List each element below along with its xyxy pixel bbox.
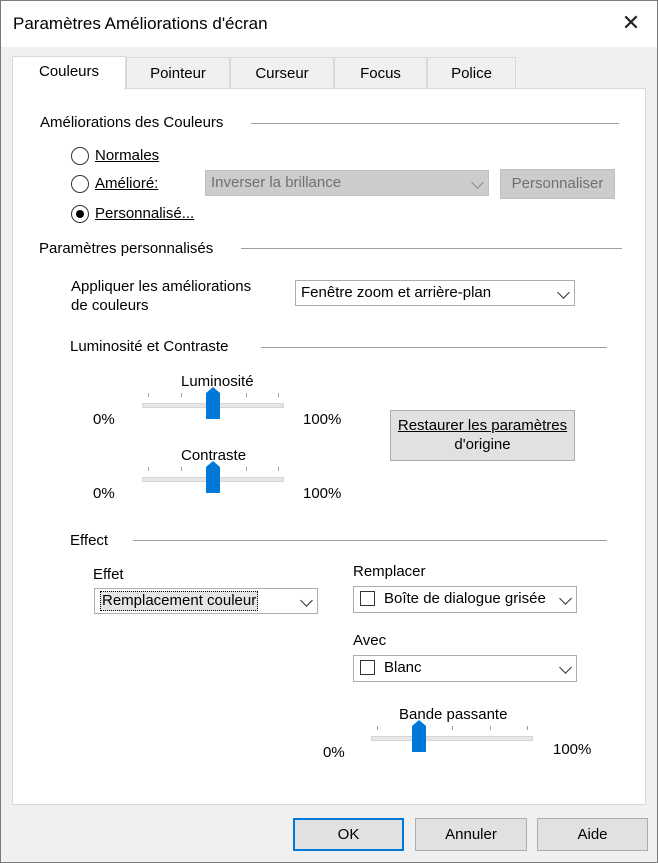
group-divider <box>261 347 607 348</box>
bandwidth-min-label: 0% <box>323 744 345 761</box>
with-color-swatch <box>360 660 375 675</box>
group-divider <box>241 248 622 249</box>
radio-normales-label[interactable]: Normales <box>95 147 160 164</box>
brightness-min-label: 0% <box>93 411 115 428</box>
slider-tick <box>490 726 491 730</box>
enhancement-mode-select[interactable]: Inverser la brillance <box>205 170 489 196</box>
tab-couleurs[interactable]: Couleurs <box>12 56 126 90</box>
radio-personnalise[interactable] <box>71 205 89 223</box>
contrast-slider[interactable] <box>142 467 284 507</box>
tab-panel-couleurs <box>12 88 646 805</box>
slider-thumb[interactable] <box>206 467 220 493</box>
slider-tick <box>181 467 182 471</box>
apply-enhancements-label-line1: Appliquer les améliorations <box>71 278 252 295</box>
title-bar <box>1 1 657 47</box>
customize-button[interactable]: Personnaliser <box>500 169 615 199</box>
custom-settings-group-label: Paramètres personnalisés <box>39 240 214 257</box>
slider-tick <box>278 393 279 397</box>
slider-tick <box>452 726 453 730</box>
group-divider <box>133 540 607 541</box>
chevron-down-icon <box>471 176 484 189</box>
radio-personnalise-label[interactable]: Personnalisé... <box>95 205 195 222</box>
slider-tick <box>246 393 247 397</box>
contrast-min-label: 0% <box>93 485 115 502</box>
tab-pointeur[interactable]: Pointeur <box>126 57 230 88</box>
replace-select[interactable]: Boîte de dialogue grisée <box>353 586 577 613</box>
chevron-down-icon <box>559 661 572 674</box>
radio-ameliore-label[interactable]: Amélioré: <box>95 175 159 192</box>
effect-group-label: Effect <box>70 532 109 549</box>
with-label: Avec <box>353 632 387 649</box>
bandwidth-max-label: 100% <box>553 741 592 758</box>
slider-tick <box>377 726 378 730</box>
slider-tick <box>246 467 247 471</box>
with-select[interactable]: Blanc <box>353 655 577 682</box>
slider-track[interactable] <box>371 736 533 741</box>
contrast-max-label: 100% <box>303 485 342 502</box>
close-icon[interactable]: ✕ <box>621 10 641 35</box>
tab-focus[interactable]: Focus <box>334 57 427 88</box>
brightness-slider[interactable] <box>142 393 284 433</box>
brightness-label: Luminosité <box>181 373 254 390</box>
slider-tick <box>278 467 279 471</box>
slider-tick <box>148 393 149 397</box>
effect-select[interactable]: Remplacement couleur <box>94 588 318 614</box>
slider-thumb[interactable] <box>206 393 220 419</box>
slider-tick <box>148 467 149 471</box>
group-divider <box>251 123 619 124</box>
contrast-label: Contraste <box>181 447 247 464</box>
chevron-down-icon <box>559 592 572 605</box>
brightness-contrast-group-label: Luminosité et Contraste <box>70 338 229 355</box>
slider-thumb[interactable] <box>412 726 426 752</box>
ok-button[interactable]: OK <box>293 818 404 851</box>
tab-curseur[interactable]: Curseur <box>230 57 334 88</box>
chevron-down-icon <box>557 286 570 299</box>
bandwidth-label: Bande passante <box>399 706 508 723</box>
radio-ameliore[interactable] <box>71 175 89 193</box>
chevron-down-icon <box>300 594 313 607</box>
effect-label: Effet <box>93 566 124 583</box>
cancel-button[interactable]: Annuler <box>415 818 527 851</box>
brightness-max-label: 100% <box>303 411 342 428</box>
slider-tick <box>181 393 182 397</box>
tab-police[interactable]: Police <box>427 57 516 88</box>
bandwidth-slider[interactable] <box>371 726 533 766</box>
replace-label: Remplacer <box>353 563 426 580</box>
restore-defaults-button[interactable]: Restaurer les paramètres d'origine <box>390 410 575 461</box>
replace-color-swatch <box>360 591 375 606</box>
apply-enhancements-label-line2: de couleurs <box>71 297 149 314</box>
window-title: Paramètres Améliorations d'écran <box>13 14 268 33</box>
radio-normales[interactable] <box>71 147 89 165</box>
apply-enhancements-select[interactable]: Fenêtre zoom et arrière-plan <box>295 280 575 306</box>
slider-tick <box>527 726 528 730</box>
help-button[interactable]: Aide <box>537 818 648 851</box>
color-enhancements-group-label: Améliorations des Couleurs <box>40 114 224 131</box>
